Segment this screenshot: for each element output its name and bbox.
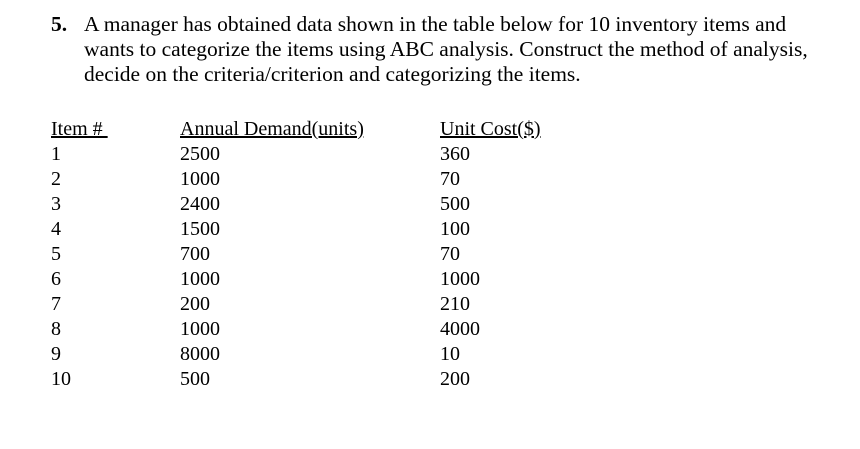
unit-cost-cell: 200 xyxy=(440,368,470,390)
unit-cost-cell: 4000 xyxy=(440,318,480,340)
item-number-cell: 3 xyxy=(51,193,61,215)
unit-cost-cell: 70 xyxy=(440,168,460,190)
annual-demand-cell: 8000 xyxy=(180,343,220,365)
header-item-number: Item # xyxy=(51,118,108,140)
item-number-cell: 10 xyxy=(51,368,71,390)
question-text: A manager has obtained data shown in the table below for 10 inventory items and wants to categorize the items using ABC analysis. Construct the method of analysis, decide on the criteria/criterion and categorizing the items. xyxy=(84,12,808,86)
annual-demand-cell: 1000 xyxy=(180,168,220,190)
unit-cost-cell: 360 xyxy=(440,143,470,165)
header-annual-demand: Annual Demand(units) xyxy=(180,118,364,140)
item-number-cell: 4 xyxy=(51,218,61,240)
annual-demand-cell: 2400 xyxy=(180,193,220,215)
item-number-cell: 6 xyxy=(51,268,61,290)
unit-cost-cell: 500 xyxy=(440,193,470,215)
annual-demand-cell: 1000 xyxy=(180,268,220,290)
item-number-cell: 5 xyxy=(51,243,61,265)
unit-cost-cell: 10 xyxy=(440,343,460,365)
question-number: 5. xyxy=(51,12,68,36)
annual-demand-cell: 1000 xyxy=(180,318,220,340)
annual-demand-cell: 500 xyxy=(180,368,210,390)
question-block xyxy=(51,12,831,87)
annual-demand-cell: 1500 xyxy=(180,218,220,240)
annual-demand-cell: 700 xyxy=(180,243,210,265)
unit-cost-cell: 210 xyxy=(440,293,470,315)
item-number-cell: 2 xyxy=(51,168,61,190)
unit-cost-cell: 1000 xyxy=(440,268,480,290)
item-number-cell: 1 xyxy=(51,143,61,165)
unit-cost-cell: 70 xyxy=(440,243,460,265)
annual-demand-cell: 200 xyxy=(180,293,210,315)
annual-demand-cell: 2500 xyxy=(180,143,220,165)
unit-cost-cell: 100 xyxy=(440,218,470,240)
header-unit-cost: Unit Cost($) xyxy=(440,118,541,140)
item-number-cell: 8 xyxy=(51,318,61,340)
item-number-cell: 9 xyxy=(51,343,61,365)
item-number-cell: 7 xyxy=(51,293,61,315)
